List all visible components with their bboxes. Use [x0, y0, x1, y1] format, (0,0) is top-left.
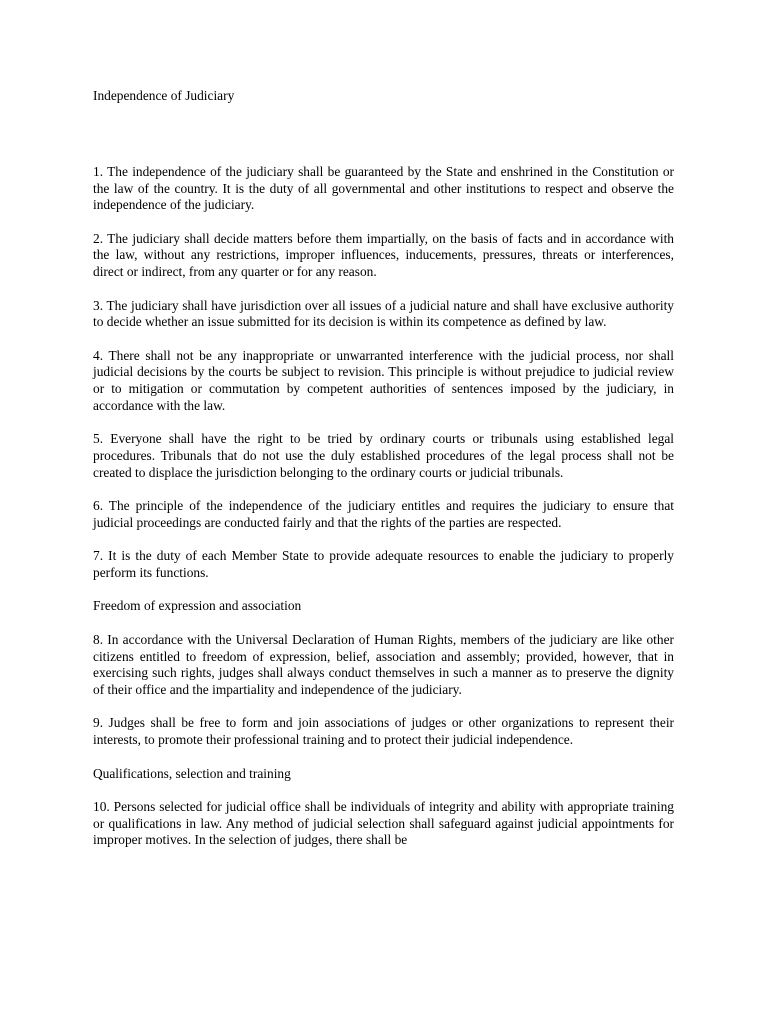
paragraph-2: 2. The judiciary shall decide matters before them impartially, on the basis of facts and in accordance with the law, without any restrictions, improper influences, inducements, pressures, threats or interferences, direct or indirect, from any quarter or for any reason.	[93, 230, 674, 280]
paragraph-3: 3. The judiciary shall have jurisdiction over all issues of a judicial nature and shall have exclusive authority to decide whether an issue submitted for its decision is within its competence as defined by law.	[93, 297, 674, 330]
paragraph-1: 1. The independence of the judiciary shall be guaranteed by the State and enshrined in the Constitution or the law of the country. It is the duty of all governmental and other institutions to respect and observe the independence of the judiciary.	[93, 163, 674, 213]
section-heading-expression: Freedom of expression and association	[93, 598, 302, 614]
document-page	[93, 88, 674, 866]
document-title: Independence of Judiciary	[93, 88, 235, 103]
paragraph-4: 4. There shall not be any inappropriate or unwarranted interference with the judicial process, nor shall judicial decisions by the courts be subject to revision. This principle is without prejudice to judicial review or to mitigation or commutation by competent authorities of sentences imposed by the judiciary, in accordance with the law.	[93, 347, 674, 414]
section-heading-qualifications: Qualifications, selection and training	[93, 765, 291, 781]
paragraph-9: 9. Judges shall be free to form and join associations of judges or other organizations to represent their interests, to promote their professional training and to protect their judicial independence.	[93, 715, 674, 748]
paragraph-10: 10. Persons selected for judicial office shall be individuals of integrity and ability with appropriate training or qualifications in law. Any method of judicial selection shall safeguard against judicial appointments for improper motives. In the selection of judges, there shall be	[93, 798, 674, 848]
paragraph-8: 8. In accordance with the Universal Declaration of Human Rights, members of the judiciary are like other citizens entitled to freedom of expression, belief, association and assembly; provided, however, that in exercising such rights, judges shall always conduct themselves in such a manner as to preserve the dignity of their office and the impartiality and independence of the judiciary.	[93, 631, 674, 698]
paragraph-7: 7. It is the duty of each Member State to provide adequate resources to enable the judiciary to properly perform its functions.	[93, 548, 674, 581]
paragraph-6: 6. The principle of the independence of the judiciary entitles and requires the judiciary to ensure that judicial proceedings are conducted fairly and that the rights of the parties are respected.	[93, 498, 674, 531]
paragraph-5: 5. Everyone shall have the right to be tried by ordinary courts or tribunals using established legal procedures. Tribunals that do not use the duly established procedures of the legal process shall not be created to displace the jurisdiction belonging to the ordinary courts or judicial tribunals.	[93, 431, 674, 480]
